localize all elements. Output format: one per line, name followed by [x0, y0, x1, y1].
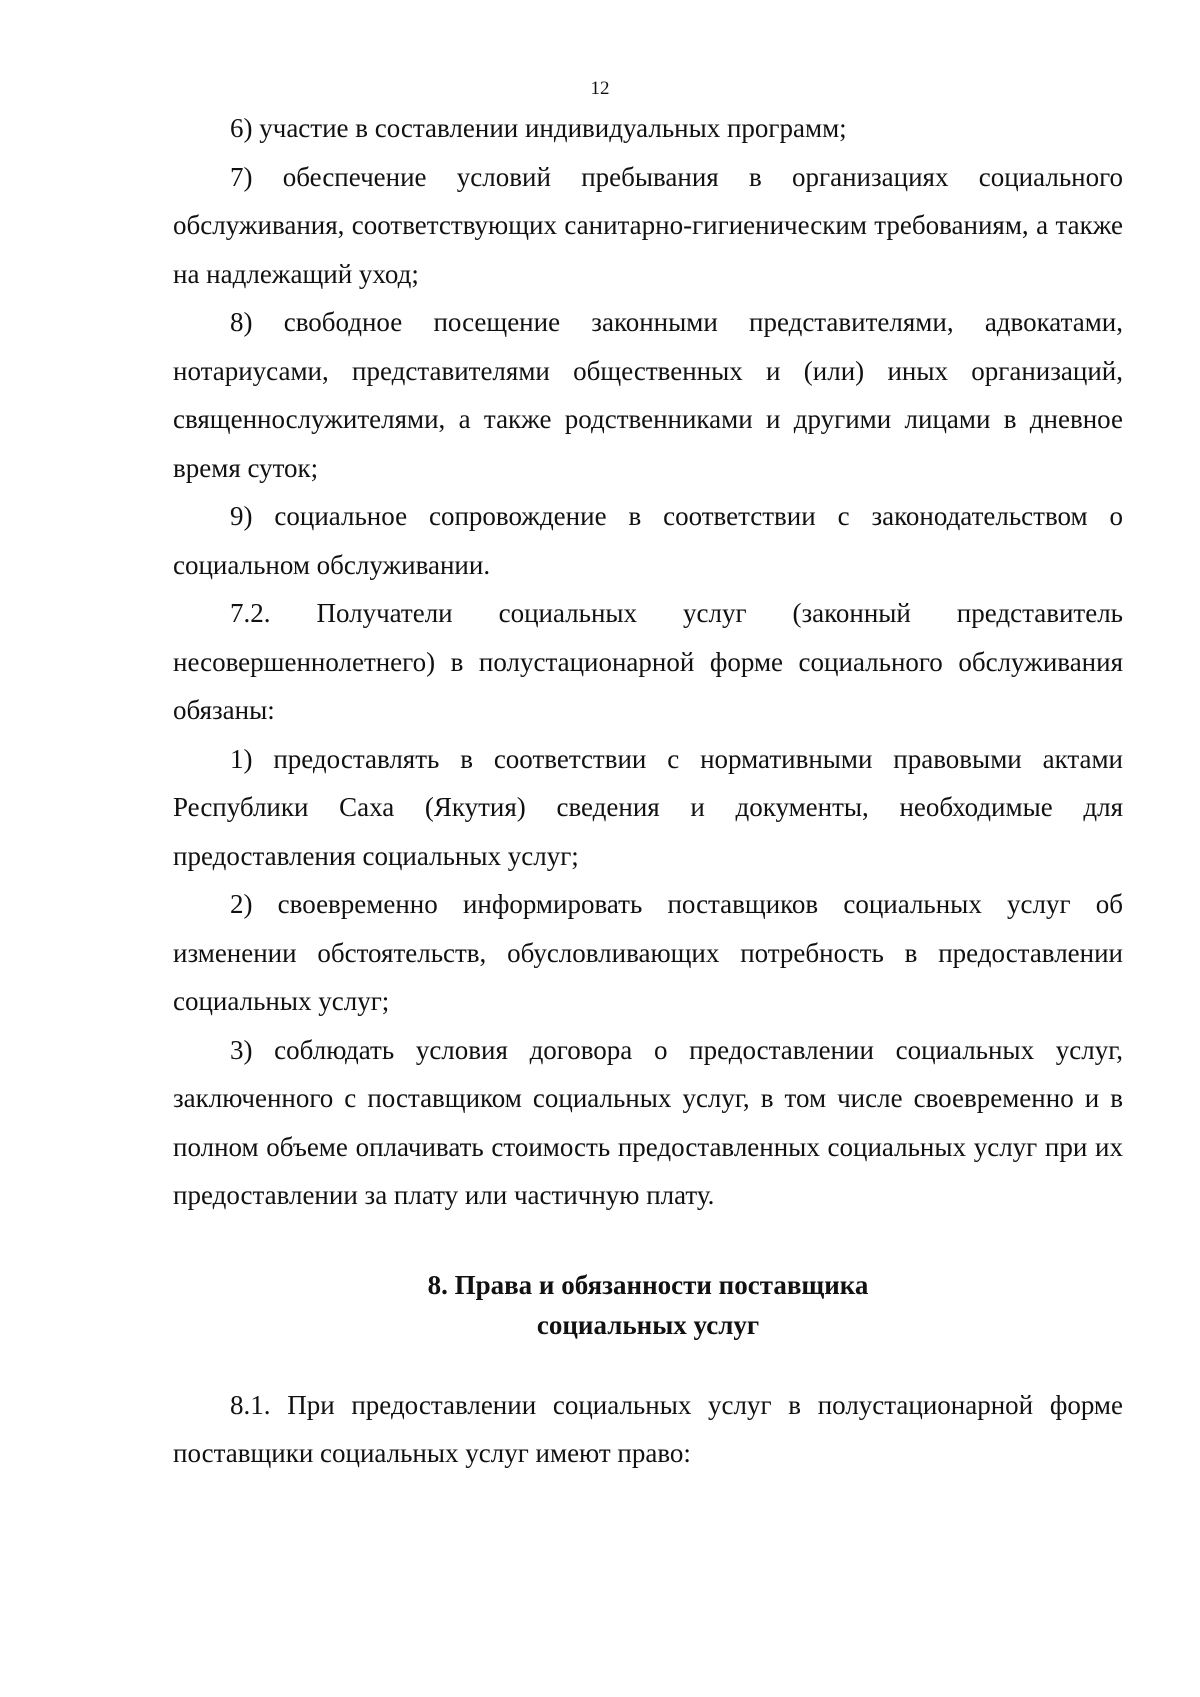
page-number: 12: [590, 78, 610, 99]
document-body: [173, 104, 1123, 1478]
paragraph-duty-1: 1) предоставлять в соответствии с нормативными правовыми актами Республики Саха (Якутия) сведения и документы, необходимые для предоставления социальных услуг;: [173, 743, 1123, 871]
paragraph-item-9: 9) социальное сопровождение в соответствии с законодательством о социальном обслуживании.: [173, 501, 1123, 580]
paragraph-7-2: 7.2. Получатели социальных услуг (законный представитель несовершеннолетнего) в полустационарной форме социального обслуживания обязаны:: [173, 598, 1123, 725]
paragraph-8-1: 8.1. При предоставлении социальных услуг в полустационарной форме поставщики социальных услуг имеют право:: [173, 1389, 1123, 1468]
paragraph-item-6: 6) участие в составлении индивидуальных программ;: [230, 113, 847, 143]
paragraph-item-7: 7) обеспечение условий пребывания в организациях социального обслуживания, соответствующих санитарно-гигиеническим требованиям, а также на надлежащий уход;: [173, 161, 1123, 289]
paragraph-item-8: 8) свободное посещение законными представителями, адвокатами, нотариусами, представителями общественных и (или) иных организаций, священнослужителями, а также родственниками и другими лицами в дневное время суток;: [173, 307, 1123, 483]
section-heading-line-2: социальных услуг: [536, 1309, 760, 1340]
paragraph-duty-3: 3) соблюдать условия договора о предоставлении социальных услуг, заключенного с поставщиком социальных услуг, в том числе своевременно и в полном объеме оплачивать стоимость предоставленных социальных услуг при их предоставлении за плату или частичную плату.: [173, 1034, 1123, 1210]
section-heading-line-1: 8. Права и обязанности поставщика: [427, 1269, 869, 1300]
section-heading: [173, 1265, 1123, 1345]
paragraph-duty-2: 2) своевременно информировать поставщиков социальных услуг об изменении обстоятельств, обусловливающих потребность в предоставлении социальных услуг;: [173, 889, 1123, 1016]
